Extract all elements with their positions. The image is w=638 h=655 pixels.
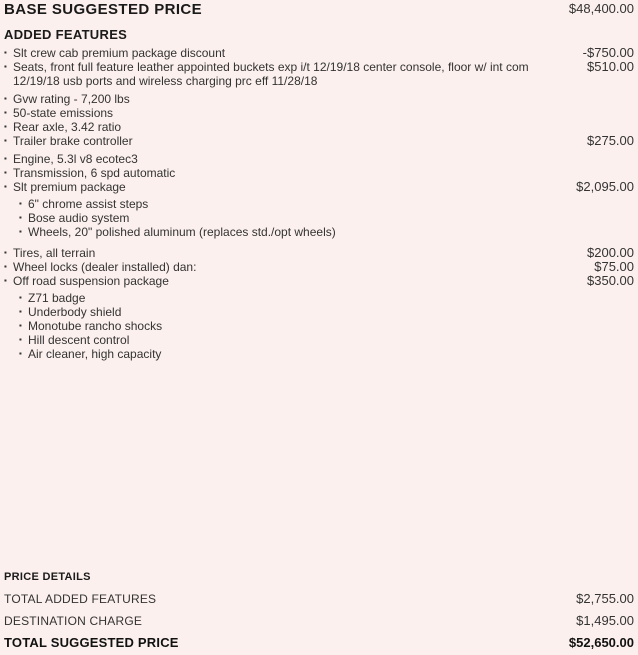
- bullet-icon: ▪: [19, 227, 22, 236]
- feature-label: [4, 134, 587, 148]
- added-features-list: [4, 46, 634, 361]
- bullet-icon: ▪: [4, 248, 7, 257]
- bullet-icon: ▪: [4, 62, 7, 71]
- feature-item-tires: [4, 246, 634, 260]
- sub-feature-item-wheels: [4, 225, 634, 239]
- price-details-section: [4, 570, 634, 650]
- bullet-icon: ▪: [4, 276, 7, 285]
- bullet-icon: ▪: [4, 108, 7, 117]
- feature-text: Seats, front full feature leather appointed buckets exp i/t 12/19/18 center console, floor w/ int com 12/19/18 usb ports and wireless charging prc eff 11/28/18: [13, 60, 529, 88]
- bullet-icon: ▪: [19, 199, 22, 208]
- bullet-icon: ▪: [4, 94, 7, 103]
- bullet-icon: ▪: [4, 48, 7, 57]
- feature-label: [4, 274, 587, 288]
- bullet-icon: ▪: [4, 154, 7, 163]
- feature-label: [4, 246, 587, 260]
- feature-label: [4, 60, 587, 88]
- feature-text: Rear axle, 3.42 ratio: [13, 120, 122, 134]
- base-price-label: BASE SUGGESTED PRICE: [4, 1, 203, 18]
- destination-charge-label: DESTINATION CHARGE: [4, 614, 143, 628]
- feature-item-wheel-locks: [4, 260, 634, 274]
- bullet-icon: ▪: [19, 213, 22, 222]
- sub-feature-item-rancho-shocks: [4, 319, 634, 333]
- feature-group-slt-premium: [4, 180, 634, 239]
- feature-label: [4, 152, 634, 166]
- feature-item-emissions: [4, 106, 634, 120]
- feature-text: Trailer brake controller: [13, 134, 133, 148]
- total-suggested-price-value: $52,650.00: [568, 635, 634, 650]
- feature-label: [4, 260, 594, 274]
- bullet-icon: ▪: [4, 262, 7, 271]
- bullet-icon: ▪: [4, 136, 7, 145]
- sub-feature-text: Hill descent control: [28, 333, 130, 347]
- feature-price: $75.00: [594, 259, 634, 274]
- feature-item-trailer-brake: [4, 134, 634, 148]
- bullet-icon: ▪: [4, 122, 7, 131]
- total-suggested-price-row: [4, 636, 634, 650]
- feature-price: $275.00: [587, 133, 634, 148]
- feature-price: -$750.00: [582, 45, 634, 60]
- feature-price: $510.00: [587, 59, 634, 74]
- sub-feature-item-z71-badge: [4, 291, 634, 305]
- added-features-title: ADDED FEATURES: [4, 27, 128, 42]
- feature-label: [4, 46, 583, 60]
- sub-feature-item-hill-descent: [4, 333, 634, 347]
- feature-item-gvw-rating: [4, 92, 634, 106]
- feature-text: Transmission, 6 spd automatic: [13, 166, 176, 180]
- feature-item-transmission: [4, 166, 634, 180]
- bullet-icon: ▪: [19, 307, 22, 316]
- feature-price: $200.00: [587, 245, 634, 260]
- sub-feature-text: Air cleaner, high capacity: [28, 347, 162, 361]
- feature-text: Tires, all terrain: [13, 246, 96, 260]
- sub-feature-item-air-cleaner: [4, 347, 634, 361]
- base-price-value: $48,400.00: [568, 1, 634, 16]
- feature-label: [4, 92, 634, 106]
- feature-text: Wheel locks (dealer installed) dan:: [13, 260, 197, 274]
- feature-label: [4, 120, 634, 134]
- feature-item-engine: [4, 152, 634, 166]
- sub-feature-text: Underbody shield: [28, 305, 122, 319]
- total-added-features-value: $2,755.00: [576, 591, 634, 606]
- sub-feature-text: Bose audio system: [28, 211, 130, 225]
- bullet-icon: ▪: [19, 321, 22, 330]
- sub-feature-text: Monotube rancho shocks: [28, 319, 163, 333]
- total-suggested-price-label: TOTAL SUGGESTED PRICE: [4, 635, 179, 650]
- feature-text: Slt premium package: [13, 180, 126, 194]
- destination-charge-row: [4, 614, 634, 628]
- feature-group-off-road: [4, 274, 634, 361]
- feature-item-seats: [4, 60, 634, 88]
- sub-feature-text: Z71 badge: [28, 291, 86, 305]
- feature-label: [4, 180, 576, 194]
- feature-text: Gvw rating - 7,200 lbs: [13, 92, 130, 106]
- feature-price: $2,095.00: [576, 179, 634, 194]
- feature-text: Engine, 5.3l v8 ecotec3: [13, 152, 138, 166]
- sub-feature-text: 6" chrome assist steps: [28, 197, 149, 211]
- feature-text: Slt crew cab premium package discount: [13, 46, 226, 60]
- sub-feature-item-bose-audio: [4, 211, 634, 225]
- base-price-row: [4, 1, 634, 18]
- feature-text: Off road suspension package: [13, 274, 169, 288]
- feature-item-off-road: [4, 274, 634, 288]
- sub-feature-item-underbody-shield: [4, 305, 634, 319]
- total-added-features-label: TOTAL ADDED FEATURES: [4, 592, 157, 606]
- bullet-icon: ▪: [4, 182, 7, 191]
- bullet-icon: ▪: [19, 335, 22, 344]
- price-details-title: PRICE DETAILS: [4, 571, 91, 583]
- feature-item-slt-premium: [4, 180, 634, 194]
- bullet-icon: ▪: [4, 168, 7, 177]
- feature-label: [4, 166, 634, 180]
- feature-item-rear-axle: [4, 120, 634, 134]
- sub-feature-list: [4, 197, 634, 239]
- total-added-features-row: [4, 592, 634, 606]
- destination-charge-value: $1,495.00: [576, 613, 634, 628]
- feature-text: 50-state emissions: [13, 106, 114, 120]
- sub-feature-item-chrome-steps: [4, 197, 634, 211]
- feature-label: [4, 106, 634, 120]
- sub-feature-text: Wheels, 20" polished aluminum (replaces std./opt wheels): [28, 225, 336, 239]
- feature-item-slt-discount: [4, 46, 634, 60]
- bullet-icon: ▪: [19, 349, 22, 358]
- sub-feature-list: [4, 291, 634, 361]
- bullet-icon: ▪: [19, 293, 22, 302]
- feature-price: $350.00: [587, 273, 634, 288]
